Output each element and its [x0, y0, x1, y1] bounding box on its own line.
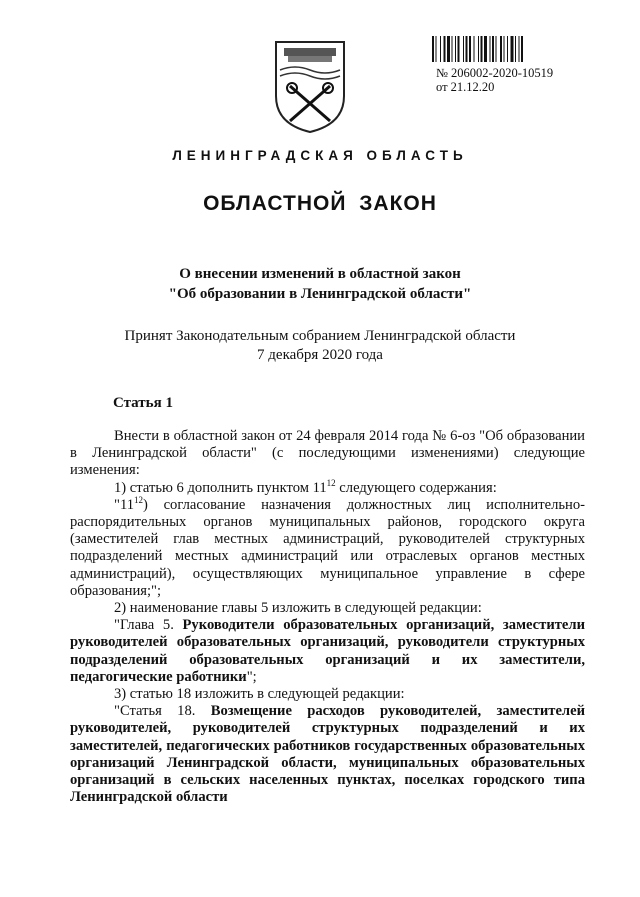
coat-of-arms-icon [270, 36, 350, 136]
adoption-note [0, 327, 640, 365]
law-title-line-1: О внесении изменений в областной закон [179, 266, 461, 282]
adoption-line-1: Принят Законодательным собранием Ленинградской области [124, 328, 516, 344]
barcode-icon [432, 36, 564, 62]
region-heading: ЛЕНИНГРАДСКАЯ ОБЛАСТЬ [172, 148, 468, 163]
quote-1-paragraph: "$11^{12}$) согласование назначения должностных лиц исполнительно-распорядительных органов муниципальных районов, городского округа (заместителей глав местных администраций, руководителей структурных подразделений местных администраций или отраслевых органов местных администраций), осуществляющих муниципальное управление в сфере образования;"; [70, 494, 585, 599]
intro-paragraph: Внести в областной закон от 24 февраля 2014 года № 6-оз "Об образовании в Ленинградской области" (с последующими изменениями) следующие изменения: [70, 428, 585, 479]
quote-2-paragraph: "Глава 5. Руководители образовательных организаций, заместители руководителей образовательных организаций, руководители структурных подразделений образовательных организаций и их заместители, педагогические работники"; [70, 617, 585, 685]
law-type-heading: ОБЛАСТНОЙ ЗАКОН [203, 192, 437, 215]
item-3-paragraph: 3) статью 18 изложить в следующей редакции: [114, 686, 405, 703]
document-date: от 21.12.20 [436, 80, 495, 94]
law-title [0, 264, 640, 304]
document-number: № 206002-2020-10519 [436, 66, 554, 80]
adoption-date: 7 декабря 2020 года [257, 347, 383, 363]
article-body [70, 428, 585, 806]
item-2-paragraph: 2) наименование главы 5 изложить в следующей редакции: [114, 600, 482, 617]
quote-3-paragraph: "Статья 18. Возмещение расходов руководителей, заместителей руководителей, руководителей структурных подразделений и их заместителей, педагогических работников государственных образовательных организаций Ленинградской области, муниципальных образовательных организаций в сельских населенных пунктах, поселках городского типа Ленинградской области [70, 703, 585, 806]
item-1-paragraph: 1) статью 6 дополнить пунктом $11^{12}$ следующего содержания: [114, 477, 497, 496]
law-title-line-2: "Об образовании в Ленинградской области" [168, 286, 472, 302]
article-heading: Статья 1 [113, 395, 173, 411]
document-number-block [436, 66, 553, 94]
